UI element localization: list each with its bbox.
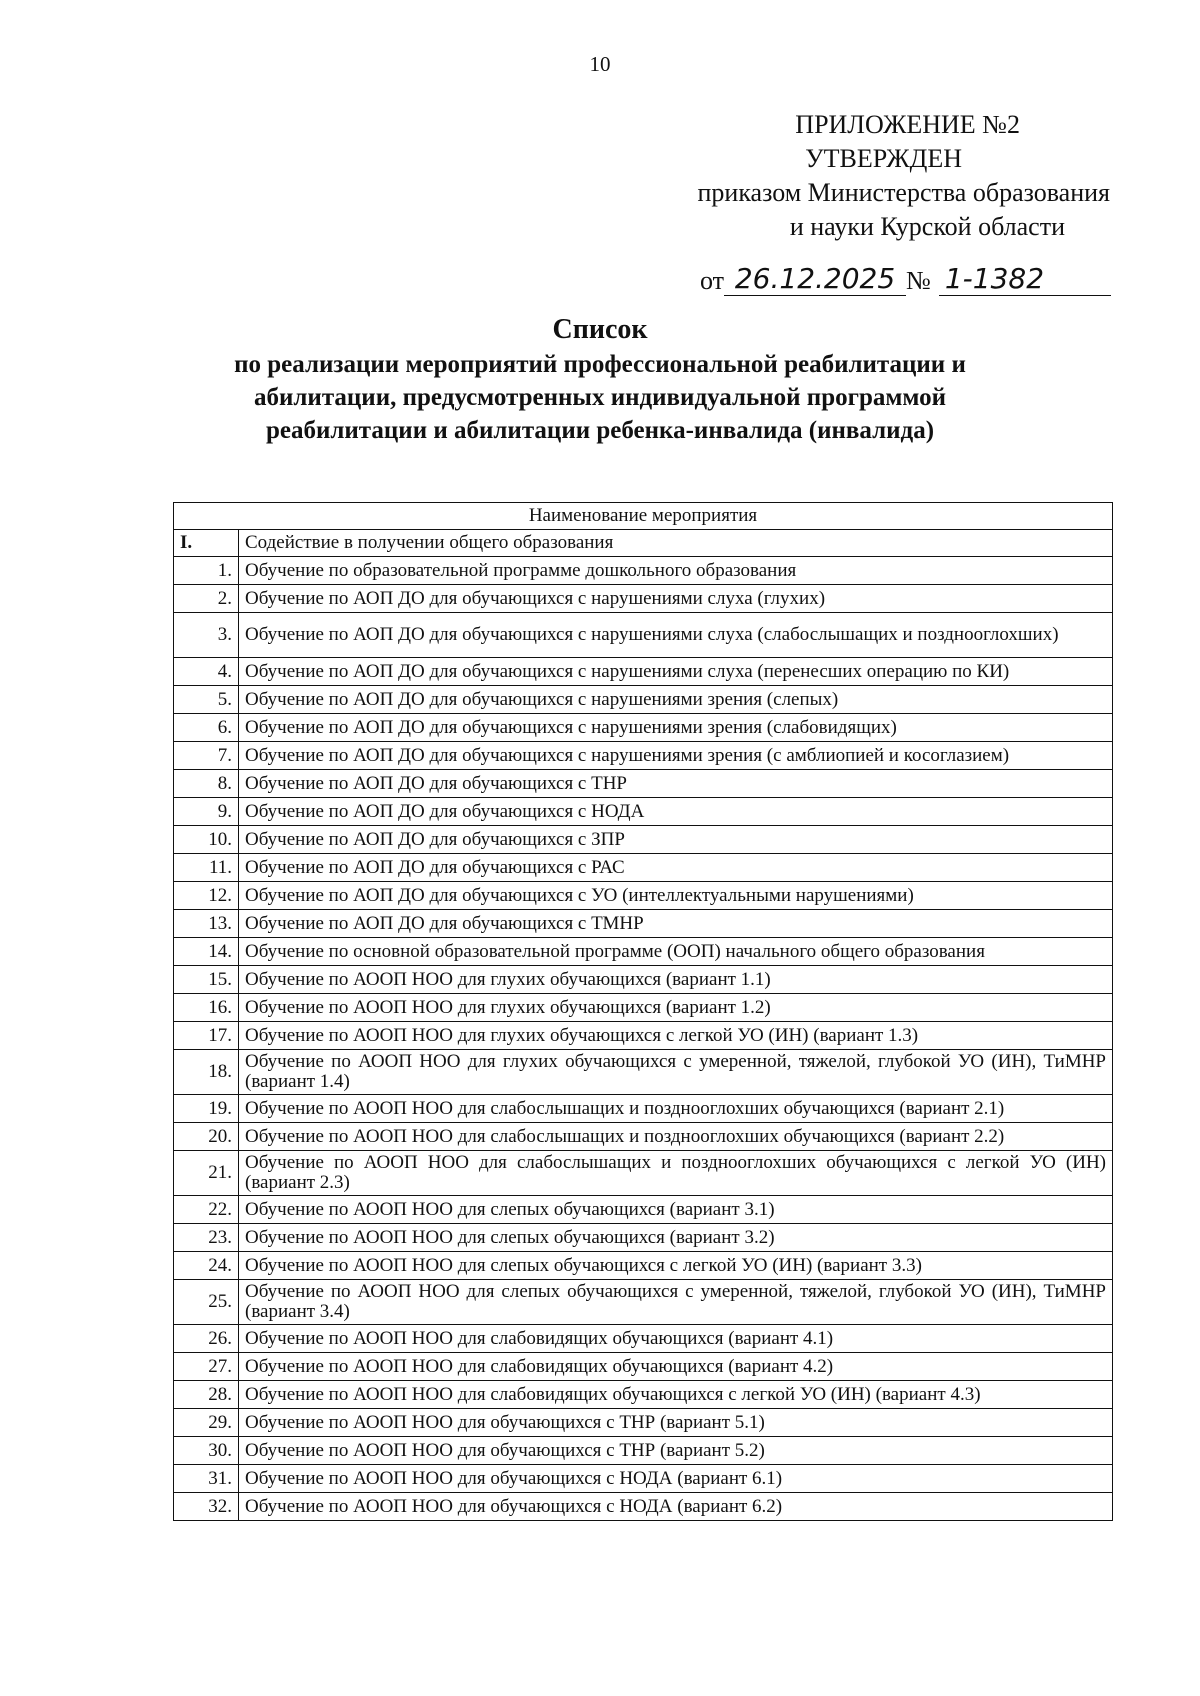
row-name: Обучение по АОП ДО для обучающихся с нарушениями зрения (слепых): [239, 686, 1113, 714]
table-row: [174, 1196, 1113, 1224]
table-row: [174, 1465, 1113, 1493]
row-number: 30.: [174, 1437, 239, 1465]
section-row: [174, 530, 1113, 557]
title-line-2: по реализации мероприятий профессиональной реабилитации и: [234, 351, 966, 378]
title-line-4: реабилитации и абилитации ребенка-инвалида (инвалида): [265, 417, 935, 444]
row-name: Обучение по основной образовательной программе (ООП) начального общего образования: [239, 938, 1113, 966]
row-name: Обучение по АООП НОО для слабослышащих и позднооглохших обучающихся (вариант 2.2): [239, 1123, 1113, 1151]
row-number: 29.: [174, 1409, 239, 1437]
row-number: 4.: [174, 658, 239, 686]
row-name: Обучение по АООП НОО для глухих обучающихся с легкой УО (ИН) (вариант 1.3): [239, 1022, 1113, 1050]
row-number: 26.: [174, 1325, 239, 1353]
row-name: Обучение по АОП ДО для обучающихся с нарушениями слуха (перенесших операцию по КИ): [239, 658, 1113, 686]
appendix-label: ПРИЛОЖЕНИЕ №2: [795, 110, 1020, 139]
table-row: [174, 854, 1113, 882]
table-row: [174, 1022, 1113, 1050]
table-row: [174, 1224, 1113, 1252]
table-row: [174, 1493, 1113, 1521]
row-name: Обучение по АОП ДО для обучающихся с нарушениями зрения (с амблиопией и косоглазием): [239, 742, 1113, 770]
row-name: Обучение по АОП ДО для обучающихся с УО (интеллектуальными нарушениями): [239, 882, 1113, 910]
row-number: 3.: [174, 613, 239, 658]
row-name: Обучение по АОП ДО для обучающихся с НОДА: [239, 798, 1113, 826]
row-number: 10.: [174, 826, 239, 854]
row-number: 1.: [174, 557, 239, 585]
row-number: 27.: [174, 1353, 239, 1381]
row-number: 16.: [174, 994, 239, 1022]
table-row: [174, 882, 1113, 910]
title-list: Список: [552, 314, 648, 345]
table-row: [174, 1252, 1113, 1280]
approved-label: УТВЕРЖДЕН: [805, 144, 962, 173]
table-row: [174, 966, 1113, 994]
row-name: Обучение по АОП ДО для обучающихся с РАС: [239, 854, 1113, 882]
table-row: [174, 1381, 1113, 1409]
row-name: Обучение по АОП ДО для обучающихся с ЗПР: [239, 826, 1113, 854]
table-row: [174, 1123, 1113, 1151]
row-name: Обучение по АООП НОО для слабовидящих обучающихся (вариант 4.2): [239, 1353, 1113, 1381]
row-name: Обучение по АООП НОО для глухих обучающихся с умеренной, тяжелой, глубокой УО (ИН), ТиМНР (вариант 1.4): [239, 1050, 1113, 1095]
section-number: I.: [174, 530, 239, 557]
row-number: 23.: [174, 1224, 239, 1252]
row-number: 9.: [174, 798, 239, 826]
row-name: Обучение по АООП НОО для слепых обучающихся с умеренной, тяжелой, глубокой УО (ИН), ТиМНР (вариант 3.4): [239, 1280, 1113, 1325]
row-number: 24.: [174, 1252, 239, 1280]
row-number: 13.: [174, 910, 239, 938]
row-name: Обучение по АОП ДО для обучающихся с нарушениями слуха (глухих): [239, 585, 1113, 613]
row-name: Обучение по АООП НОО для слабовидящих обучающихся с легкой УО (ИН) (вариант 4.3): [239, 1381, 1113, 1409]
table-row: [174, 994, 1113, 1022]
table-row: [174, 585, 1113, 613]
row-number: 8.: [174, 770, 239, 798]
table-row: [174, 770, 1113, 798]
table-row: [174, 613, 1113, 658]
handwritten-date: 26.12.2025: [724, 262, 906, 296]
table-header: Наименование мероприятия: [174, 503, 1113, 530]
row-number: 15.: [174, 966, 239, 994]
row-number: 7.: [174, 742, 239, 770]
row-number: 21.: [174, 1151, 239, 1196]
row-name: Обучение по АООП НОО для обучающихся с ТНР (вариант 5.2): [239, 1437, 1113, 1465]
row-name: Обучение по АООП НОО для слепых обучающихся (вариант 3.2): [239, 1224, 1113, 1252]
from-label: от: [700, 266, 725, 295]
row-name: Обучение по АООП НОО для глухих обучающихся (вариант 1.1): [239, 966, 1113, 994]
row-number: 18.: [174, 1050, 239, 1095]
row-name: Обучение по АООП НОО для слабослышащих и позднооглохших обучающихся с легкой УО (ИН) (вариант 2.3): [239, 1151, 1113, 1196]
table-row: [174, 714, 1113, 742]
row-number: 5.: [174, 686, 239, 714]
table-row: [174, 1280, 1113, 1325]
table-row: [174, 826, 1113, 854]
row-name: Обучение по АООП НОО для слепых обучающихся (вариант 3.1): [239, 1196, 1113, 1224]
row-name: Обучение по образовательной программе дошкольного образования: [239, 557, 1113, 585]
row-number: 19.: [174, 1095, 239, 1123]
row-number: 20.: [174, 1123, 239, 1151]
row-name: Обучение по АООП НОО для обучающихся с НОДА (вариант 6.2): [239, 1493, 1113, 1521]
row-name: Обучение по АООП НОО для слабослышащих и позднооглохших обучающихся (вариант 2.1): [239, 1095, 1113, 1123]
row-name: Обучение по АООП НОО для слабовидящих обучающихся (вариант 4.1): [239, 1325, 1113, 1353]
row-name: Обучение по АОП ДО для обучающихся с нарушениями зрения (слабовидящих): [239, 714, 1113, 742]
page-number: 10: [589, 52, 611, 76]
row-name: Обучение по АООП НОО для обучающихся с ТНР (вариант 5.1): [239, 1409, 1113, 1437]
row-name: Обучение по АОП ДО для обучающихся с нарушениями слуха (слабослышащих и позднооглохших): [239, 613, 1113, 658]
table-row: [174, 1095, 1113, 1123]
row-number: 31.: [174, 1465, 239, 1493]
table-row: [174, 910, 1113, 938]
table-row: [174, 1151, 1113, 1196]
order-date-number: [700, 262, 1111, 296]
table-row: [174, 1409, 1113, 1437]
row-name: Обучение по АООП НОО для глухих обучающихся (вариант 1.2): [239, 994, 1113, 1022]
table-row: [174, 1353, 1113, 1381]
row-number: 22.: [174, 1196, 239, 1224]
table-row: [174, 1437, 1113, 1465]
row-name: Обучение по АОП ДО для обучающихся с ТМНР: [239, 910, 1113, 938]
row-number: 6.: [174, 714, 239, 742]
row-number: 2.: [174, 585, 239, 613]
table-row: [174, 1325, 1113, 1353]
row-number: 11.: [174, 854, 239, 882]
table-body: [174, 530, 1113, 1521]
row-number: 25.: [174, 1280, 239, 1325]
title-line-3: абилитации, предусмотренных индивидуальной программой: [253, 384, 947, 411]
approval-block: [697, 108, 1110, 244]
row-name: Обучение по АООП НОО для обучающихся с НОДА (вариант 6.1): [239, 1465, 1113, 1493]
events-table: [173, 502, 1113, 1521]
row-number: 32.: [174, 1493, 239, 1521]
handwritten-number: 1-1382: [939, 262, 1111, 296]
document-title: [0, 312, 1200, 447]
row-name: Обучение по АООП НОО для слепых обучающихся с легкой УО (ИН) (вариант 3.3): [239, 1252, 1113, 1280]
table-row: [174, 798, 1113, 826]
row-number: 12.: [174, 882, 239, 910]
order-region: и науки Курской области: [789, 212, 1065, 241]
row-name: Обучение по АОП ДО для обучающихся с ТНР: [239, 770, 1113, 798]
table-row: [174, 1050, 1113, 1095]
row-number: 17.: [174, 1022, 239, 1050]
table-row: [174, 938, 1113, 966]
section-name: Содействие в получении общего образования: [239, 530, 1113, 557]
table-row: [174, 686, 1113, 714]
table-row: [174, 742, 1113, 770]
number-label: №: [906, 266, 931, 295]
row-number: 14.: [174, 938, 239, 966]
table-row: [174, 658, 1113, 686]
table-row: [174, 557, 1113, 585]
row-number: 28.: [174, 1381, 239, 1409]
order-ministry: приказом Министерства образования: [697, 178, 1110, 207]
